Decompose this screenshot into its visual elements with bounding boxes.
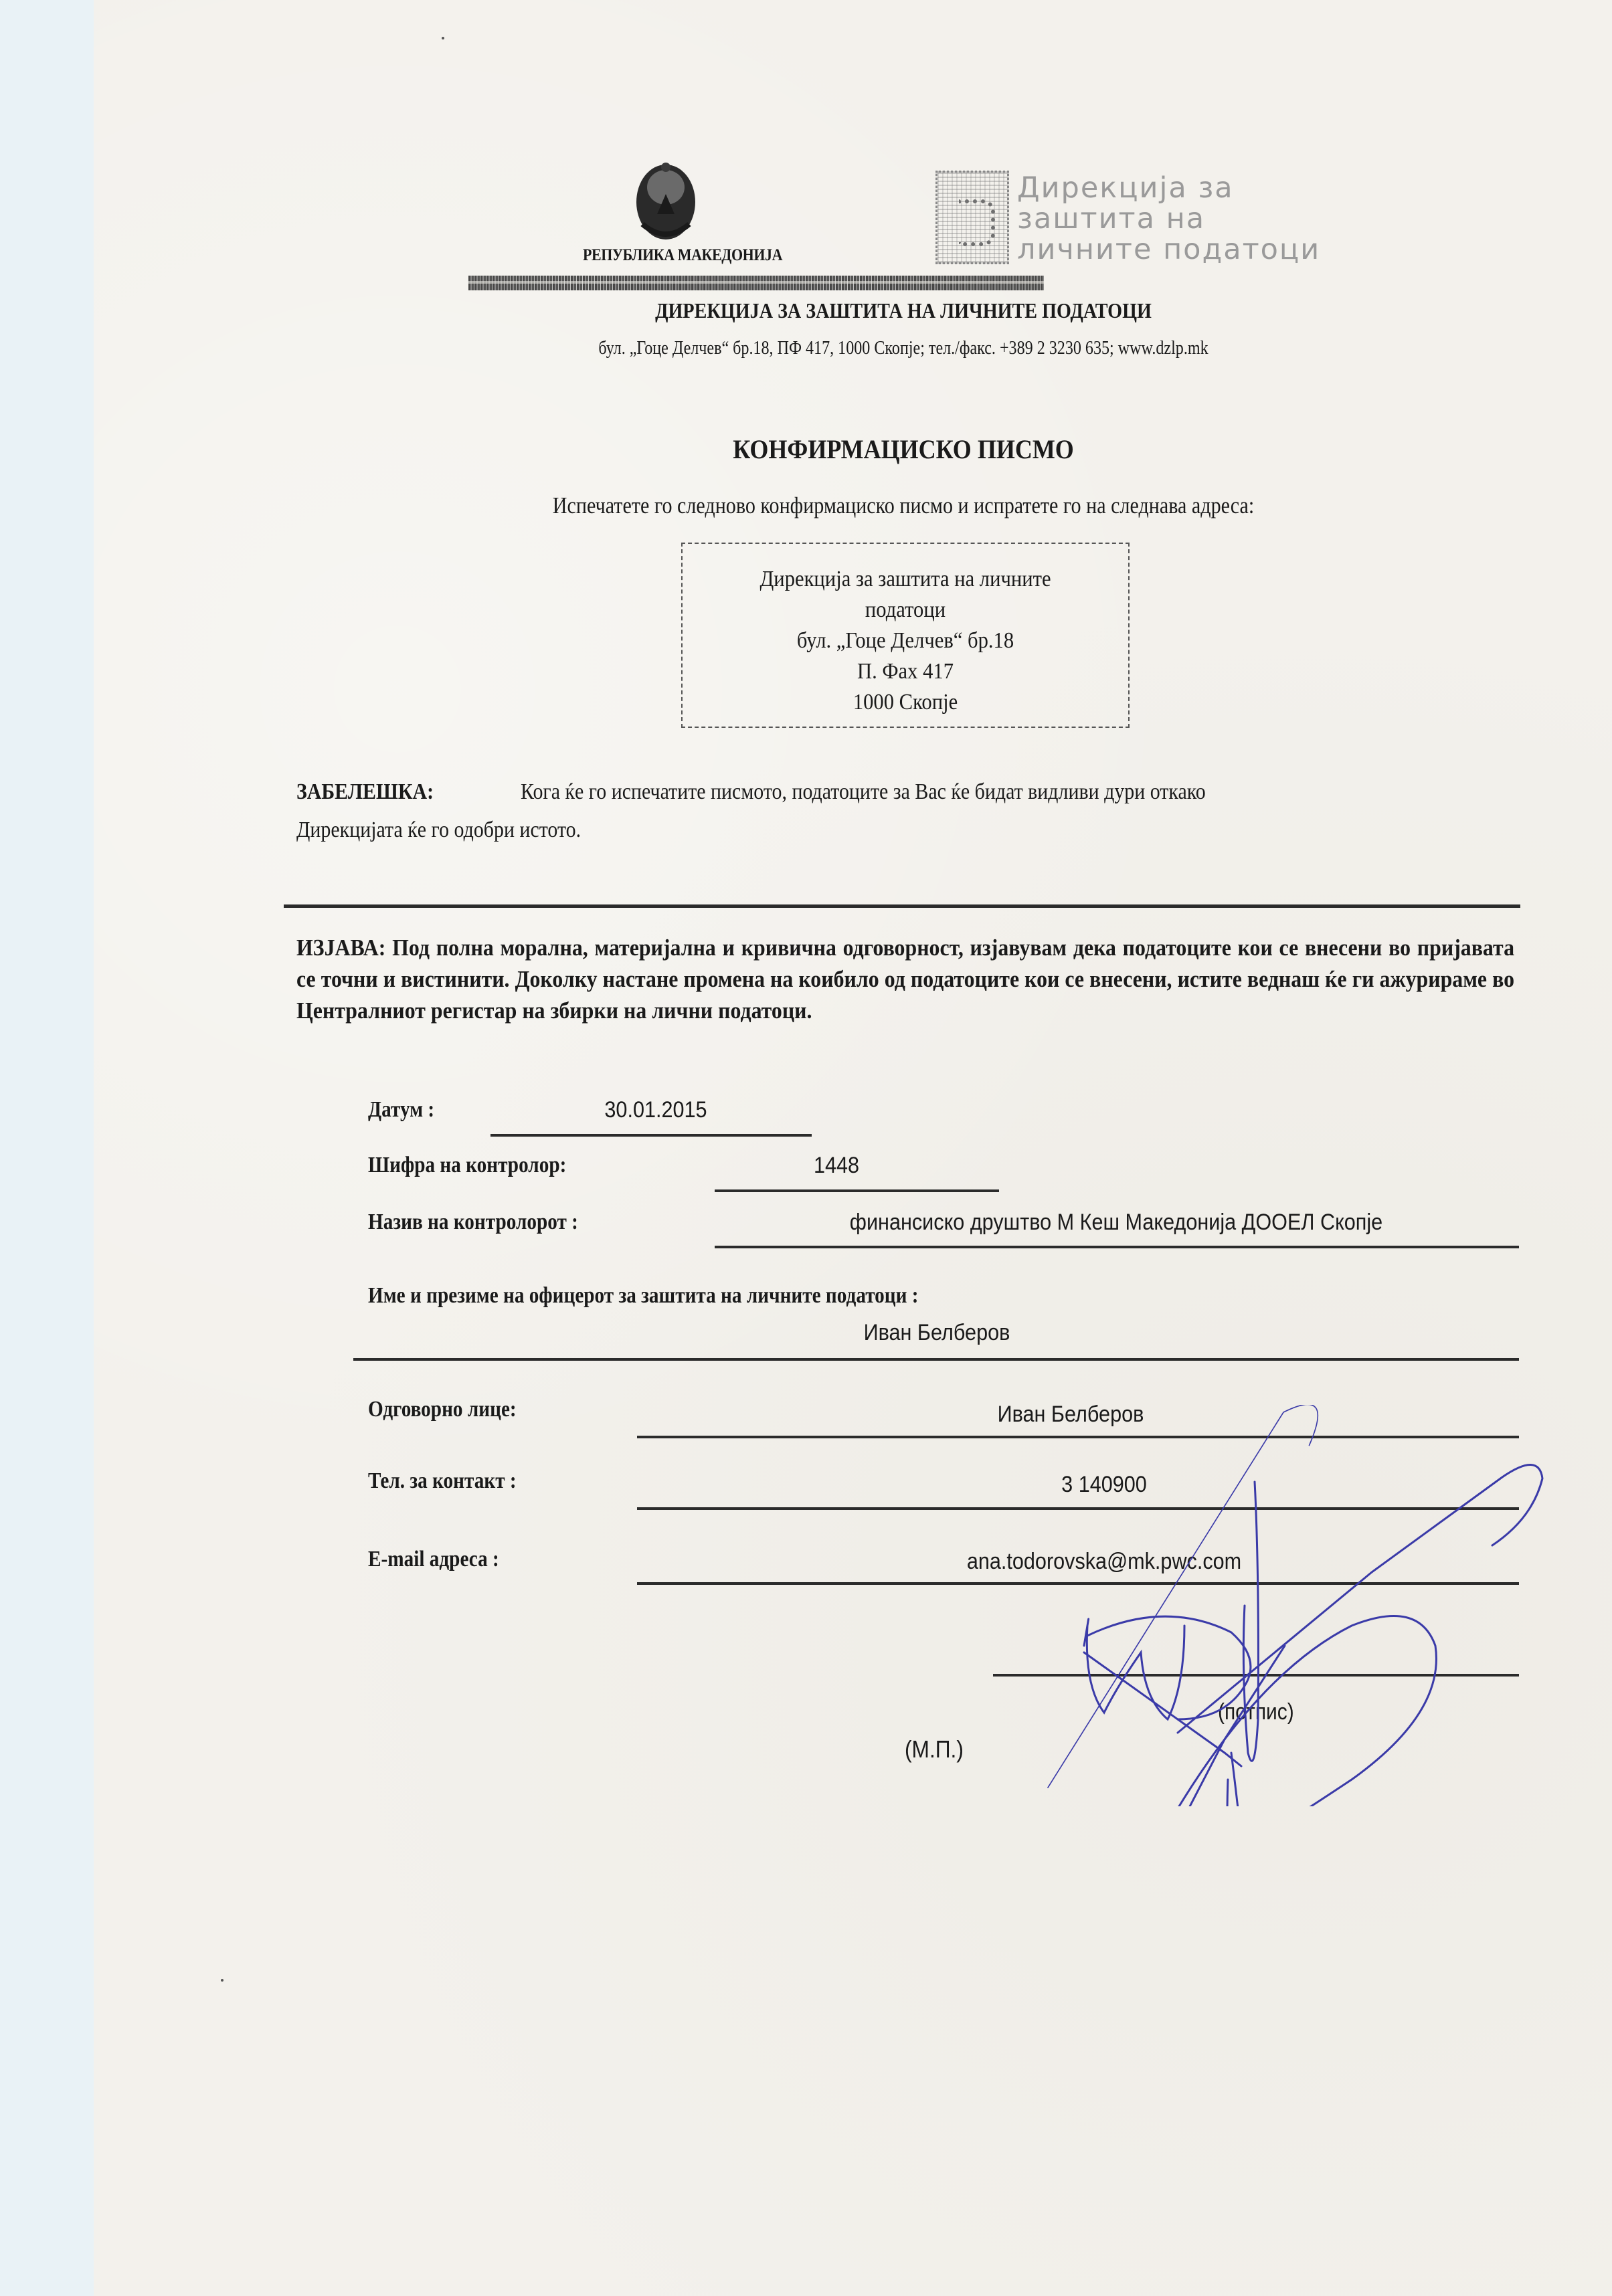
stamp-caption: (М.П.): [905, 1735, 964, 1763]
controller-name-underline: [715, 1246, 1519, 1248]
address-line: бул. „Гоце Делчев“ бр.18: [796, 628, 1014, 653]
declaration-label: ИЗЈАВА:: [296, 935, 386, 961]
officer-name-field: Иван Белберов: [863, 1320, 1010, 1345]
instruction-text: Испечатете го следново конфирмациско писмо и испратете го на следнава адреса:: [552, 492, 1255, 518]
directorate-logo-text: [1017, 173, 1378, 265]
responsible-person-field: Иван Белберов: [997, 1402, 1144, 1427]
letterhead-divider: [468, 276, 1044, 290]
note-text: Дирекцијата ќе го одобри истото.: [296, 818, 581, 842]
logo-text-line: личните податоци: [1017, 233, 1321, 266]
scan-speck: [221, 1979, 223, 1982]
contact-phone-underline: [637, 1507, 1519, 1510]
controller-name-label: Назив на контролорот :: [368, 1210, 578, 1234]
email-field: ana.todorovska@mk.pwc.com: [966, 1549, 1242, 1574]
logo-text-line: заштита на: [1017, 202, 1206, 235]
signature-caption: (потпис): [1218, 1699, 1294, 1725]
note-text: Кога ќе го испечатите писмото, податоците за Вас ќе бидат видливи дури откако: [521, 779, 1206, 804]
email-label: E-mail адреса :: [368, 1547, 499, 1571]
responsible-person-underline: [637, 1436, 1519, 1438]
mailing-address-box: [681, 543, 1130, 728]
contact-phone-field: 3 140900: [1061, 1472, 1147, 1497]
organization-name: ДИРЕКЦИЈА ЗА ЗАШТИТА НА ЛИЧНИТЕ ПОДАТОЦИ: [655, 298, 1152, 322]
page-title: КОНФИРМАЦИСКО ПИСМО: [733, 434, 1074, 464]
note-label: ЗАБЕЛЕШКА:: [296, 779, 434, 804]
address-line: Дирекција за заштита на личните: [759, 567, 1051, 591]
email-underline: [637, 1582, 1519, 1585]
controller-code-underline: [715, 1189, 999, 1192]
declaration-text: Под полна морална, материјална и кривична одговорност, изјавувам дека податоците кои се внесени во пријавата се точни и вистинити. Доколку настане промена на коибило од податоците кои се внесени, истите веднаш ќе ги ажурираме во Централниот регистар на збирки на лични податоци.: [296, 935, 1514, 1024]
controller-code-label: Шифра на контролор:: [368, 1153, 567, 1177]
controller-code-field: 1448: [813, 1153, 860, 1178]
scan-speck: [442, 37, 444, 39]
responsible-person-label: Одговорно лице:: [368, 1397, 517, 1422]
officer-underline: [353, 1358, 1519, 1361]
coat-of-arms-icon: [629, 161, 703, 244]
section-divider: [284, 904, 1520, 908]
directorate-logo-icon: [935, 171, 1009, 264]
contact-phone-label: Тел. за контакт :: [368, 1468, 517, 1493]
date-field: 30.01.2015: [604, 1097, 707, 1123]
address-line: 1000 Скопје: [853, 690, 958, 714]
date-underline: [490, 1134, 812, 1137]
controller-name-field: финансиско друштво М Кеш Македонија ДООЕЛ Скопје: [849, 1210, 1383, 1235]
country-name: РЕПУБЛИКА МАКЕДОНИЈА: [582, 246, 783, 264]
organization-address: бул. „Гоце Делчев“ бр.18, ПФ 417, 1000 Скопје; тел./факс. +389 2 3230 635; www.dzlp.mk: [598, 338, 1208, 359]
date-label: Датум :: [368, 1097, 435, 1122]
declaration-paragraph: [296, 932, 1514, 1026]
officer-label: Име и презиме на офицерот за заштита на личните податоци :: [368, 1283, 919, 1308]
address-line: податоци: [865, 597, 946, 622]
signature-line: [993, 1674, 1519, 1677]
logo-text-line: Дирекција за: [1017, 171, 1234, 205]
address-line: П. Фах 417: [857, 659, 954, 684]
